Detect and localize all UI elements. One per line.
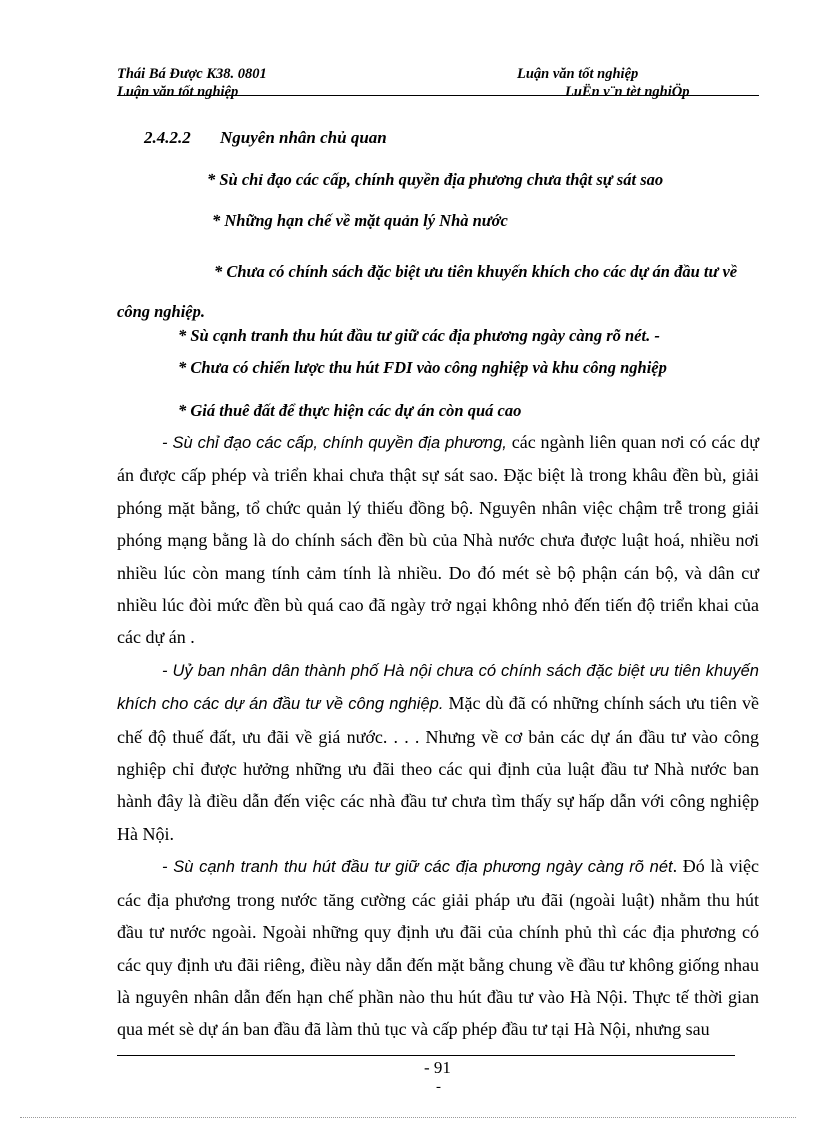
bullet-item: * Giá thuê đất để thực hiện các dự án còn quá cao [178,401,522,420]
page-number: - 91 [424,1058,451,1077]
bullet-item: * Sù chỉ đạo các cấp, chính quyền địa phương chưa thật sự sát sao [207,170,664,189]
section-heading [144,128,387,148]
footer-rule [117,1055,735,1056]
paragraph [117,850,759,1045]
bullet-item: * Sù cạnh tranh thu hút đầu tư giữ các địa phương ngày càng rõ nét. - [178,326,660,345]
header-garbled-title: LuËn v¨n tèt nghiÖp [565,84,690,100]
body-text [117,426,759,1046]
paragraph-lead: - Sù cạnh tranh thu hút đầu tư giữ các địa phương ngày càng rõ nét [162,858,673,877]
bullet-item: * Chưa có chính sách đặc biệt ưu tiên khuyến khích cho các dự án đầu tư về công nghiệp. [117,262,738,321]
header-author: Thái Bá Được K38. 0801 [117,66,267,82]
section-title: Nguyên nhân chủ quan [220,128,387,147]
paragraph [117,654,759,850]
bullet-item: * Chưa có chiến lược thu hút FDI vào công nghiệp và khu công nghiệp [178,358,667,377]
paragraph-body: . Đó là việc các địa phương trong nước tăng cường các giải pháp ưu đãi (ngoài luật) nhằm thu hút đầu tư nước ngoài. Ngoài những quy định ưu đãi của chính phủ thì các địa phương có các quy định ưu đãi riêng, điều này dẫn đến mặt bằng chung về đầu tư không giống nhau là nguyên nhân dẫn đến hạn chế phần nào thu hút đầu tư vào Hà Nội. Thực tế thời gian qua mét sè dự án ban đầu đã làm thủ tục và cấp phép đầu tư tại Hà Nội, nhưng sau [117,856,760,1040]
header-title-right: Luận văn tốt nghiệp [517,66,639,82]
page-number-dash: - [436,1079,441,1095]
header-rule [117,95,759,96]
paragraph-body: Mặc dù đã có những chính sách ưu tiên về chế độ thuế đất, ưu đãi về giá nước. . . . Nhưng về cơ bản các dự án đầu tư vào công nghiệp chỉ được hưởng những ưu đãi theo các qui định của luật đầu tư Nhà nước ban hành đây là điều dẫn đến việc các nhà đầu tư chưa tìm thấy sự hấp dẫn với công nghiệp Hà Nội. [117,693,760,844]
paragraph [117,426,759,654]
paragraph-lead: - Uỷ ban nhân dân thành phố Hà nội chưa có chính sách đặc biệt ưu tiên khuyến khích cho các dự án đầu tư về công nghiệp. [117,661,759,714]
paragraph-body: các ngành liên quan nơi có các dự án được cấp phép và triển khai chưa thật sự sát sao. Đặc biệt là trong khâu đền bù, giải phóng mặt bằng, tổ chức quản lý thiếu đồng bộ. Nguyên nhân việc chậm trễ trong giải phóng mạng bằng là do chính sách đền bù của Nhà nước chưa được luật hoá, nhiều nơi nhiều lúc còn mang tính cảm tính là nhiều. Do đó mét sè bộ phận cán bộ, và dân cư nhiều lúc đòi mức đền bù quá cao đã ngày trở ngại không nhỏ đến tiến độ triển khai của các dự án . [117,432,759,648]
paragraph-lead: - Sù chỉ đạo các cấp, chính quyền địa phương, [162,434,507,452]
page-bottom-dotted-border [20,1117,796,1118]
section-number: 2.4.2.2 [144,128,191,147]
header-title-left: Luận văn tốt nghiệp [117,84,239,100]
bullet-item: * Những hạn chế về mặt quản lý Nhà nước [212,211,508,230]
